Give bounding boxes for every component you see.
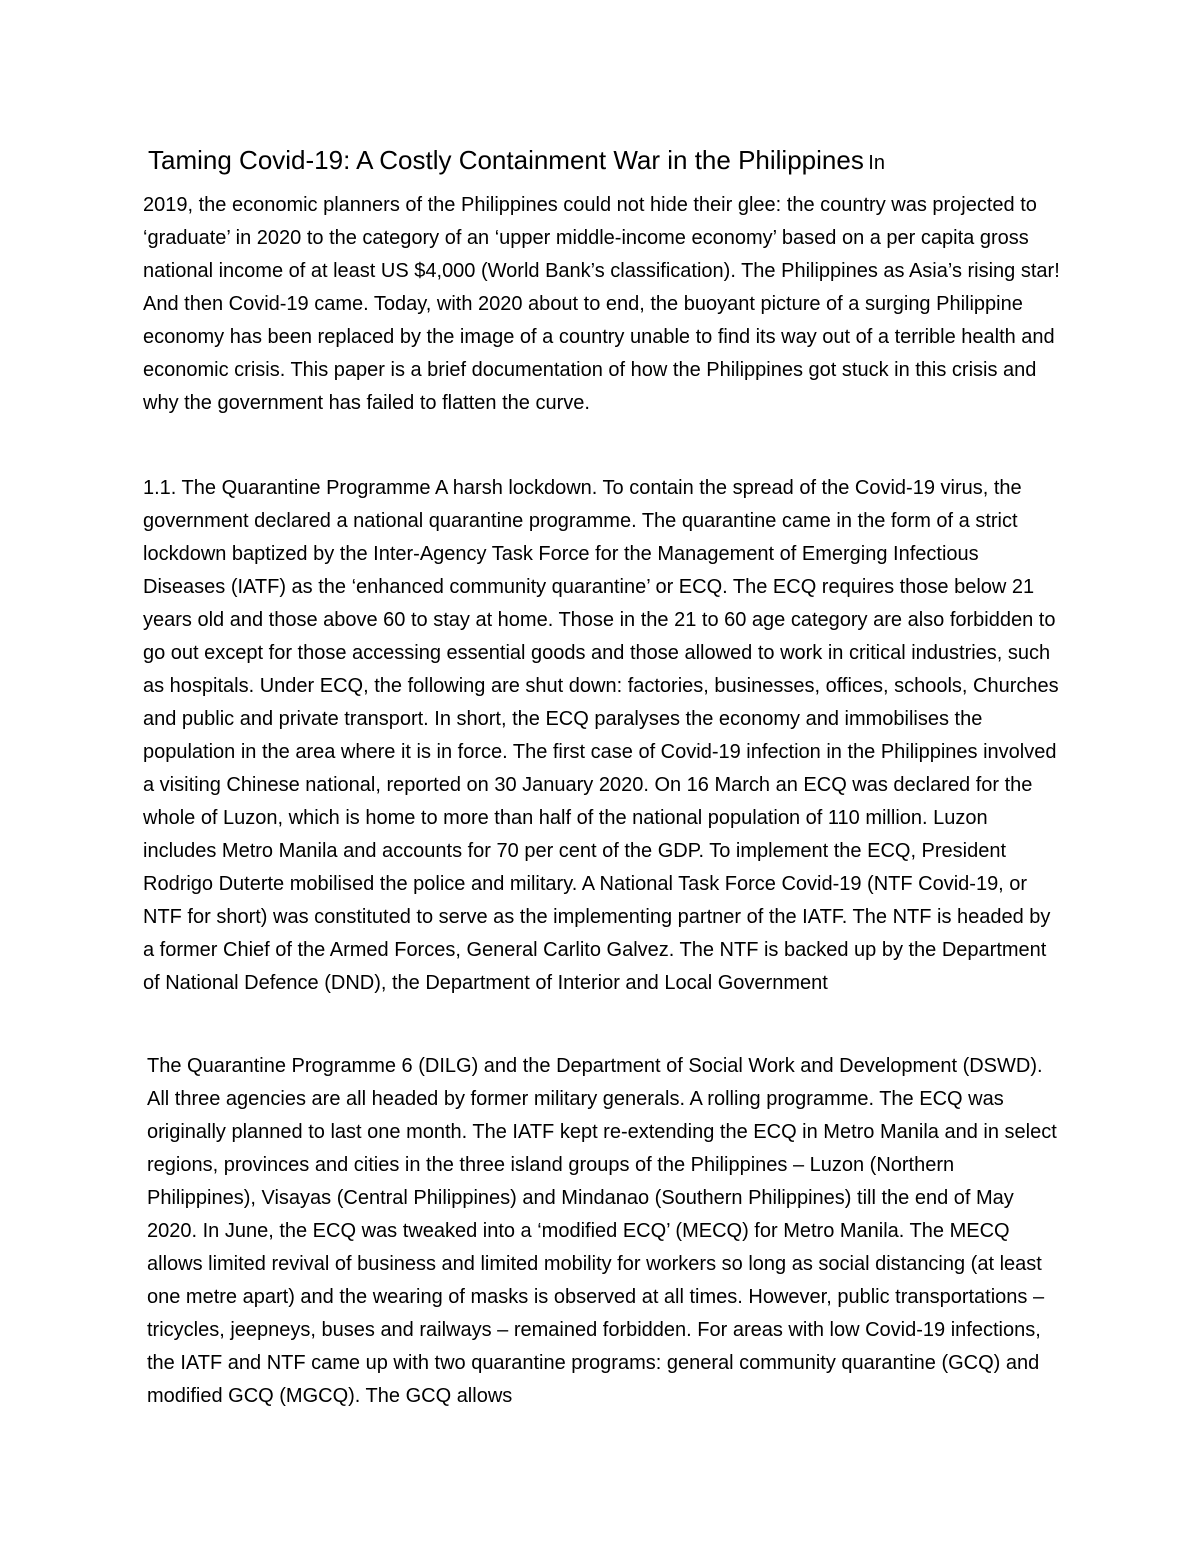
- title-trailing-text: In: [868, 152, 885, 174]
- paragraph-intro: 2019, the economic planners of the Philippines could not hide their glee: the country was projected to ‘graduate’ in 2020 to the category of an ‘upper middle-income economy’ based on a per capita gross national income of at least US $4,000 (World Bank’s classification). The Philippines as Asia’s rising star! And then Covid-19 came. Today, with 2020 about to end, the buoyant picture of a surging Philippine economy has been replaced by the image of a country unable to find its way out of a terrible health and economic crisis. This paper is a brief documentation of how the Philippines got stuck in this crisis and why the government has failed to flatten the curve.: [143, 194, 1060, 414]
- document-title: Taming Covid-19: A Costly Containment War in the Philippines: [148, 145, 864, 175]
- paragraph-rolling-programme: The Quarantine Programme 6 (DILG) and the Department of Social Work and Development (DSWD). All three agencies are all headed by former military generals. A rolling programme. The ECQ was originally planned to last one month. The IATF kept re-extending the ECQ in Metro Manila and in select regions, provinces and cities in the three island groups of the Philippines – Luzon (Northern Philippines), Visayas (Central Philippines) and Mindanao (Southern Philippines) till the end of May 2020. In June, the ECQ was tweaked into a ‘modified ECQ’ (MECQ) for Metro Manila. The MECQ allows limited revival of business and limited mobility for workers so long as social distancing (at least one metre apart) and the wearing of masks is observed at all times. However, public transportations – tricycles, jeepneys, buses and railways – remained forbidden. For areas with low Covid-19 infections, the IATF and NTF came up with two quarantine programs: general community quarantine (GCQ) and modified GCQ (MGCQ). The GCQ allows: [147, 1055, 1057, 1407]
- paragraph-quarantine-programme: 1.1. The Quarantine Programme A harsh lockdown. To contain the spread of the Covid-19 virus, the government declared a national quarantine programme. The quarantine came in the form of a strict lockdown baptized by the Inter-Agency Task Force for the Management of Emerging Infectious Diseases (IATF) as the ‘enhanced community quarantine’ or ECQ. The ECQ requires those below 21 years old and those above 60 to stay at home. Those in the 21 to 60 age category are also forbidden to go out except for those accessing essential goods and those allowed to work in critical industries, such as hospitals. Under ECQ, the following are shut down: factories, businesses, offices, schools, Churches and public and private transport. In short, the ECQ paralyses the economy and immobilises the population in the area where it is in force. The first case of Covid-19 infection in the Philippines involved a visiting Chinese national, reported on 30 January 2020. On 16 March an ECQ was declared for the whole of Luzon, which is home to more than half of the national population of 110 million. Luzon includes Metro Manila and accounts for 70 per cent of the GDP. To implement the ECQ, President Rodrigo Duterte mobilised the police and military. A National Task Force Covid-19 (NTF Covid-19, or NTF for short) was constituted to serve as the implementing partner of the IATF. The NTF is headed by a former Chief of the Armed Forces, General Carlito Galvez. The NTF is backed up by the Department of National Defence (DND), the Department of Interior and Local Government: [143, 477, 1059, 994]
- document-title-line: [148, 145, 1148, 176]
